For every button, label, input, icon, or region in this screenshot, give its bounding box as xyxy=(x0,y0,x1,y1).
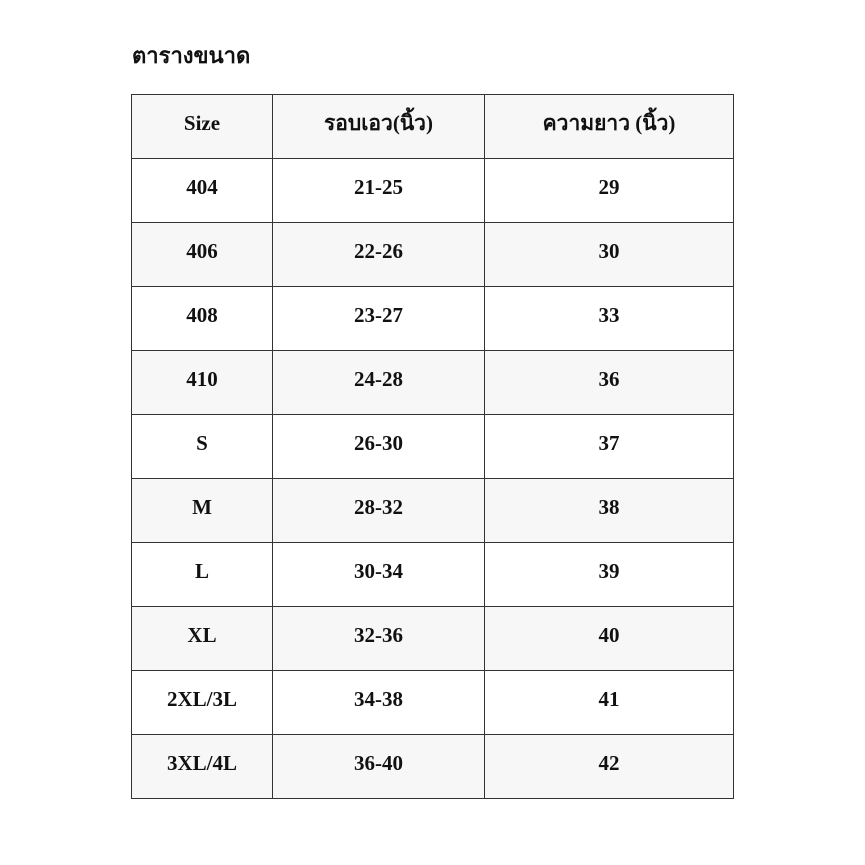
cell-waist: 23-27 xyxy=(273,287,485,351)
table-row xyxy=(132,607,734,671)
cell-size: 410 xyxy=(132,351,273,415)
cell-length: 30 xyxy=(485,223,734,287)
header-size: Size xyxy=(132,95,273,159)
cell-length: 29 xyxy=(485,159,734,223)
table-row xyxy=(132,543,734,607)
cell-waist: 21-25 xyxy=(273,159,485,223)
table-header-row xyxy=(132,95,734,159)
table-row xyxy=(132,159,734,223)
cell-waist: 28-32 xyxy=(273,479,485,543)
cell-length: 40 xyxy=(485,607,734,671)
table-row xyxy=(132,223,734,287)
cell-waist: 24-28 xyxy=(273,351,485,415)
cell-length: 41 xyxy=(485,671,734,735)
cell-length: 37 xyxy=(485,415,734,479)
cell-size: L xyxy=(132,543,273,607)
cell-size: 3XL/4L xyxy=(132,735,273,799)
cell-length: 39 xyxy=(485,543,734,607)
cell-size: 404 xyxy=(132,159,273,223)
table-row xyxy=(132,351,734,415)
cell-length: 38 xyxy=(485,479,734,543)
table-row xyxy=(132,415,734,479)
cell-waist: 32-36 xyxy=(273,607,485,671)
table-row xyxy=(132,671,734,735)
cell-waist: 22-26 xyxy=(273,223,485,287)
cell-waist: 36-40 xyxy=(273,735,485,799)
cell-size: 406 xyxy=(132,223,273,287)
cell-size: 2XL/3L xyxy=(132,671,273,735)
cell-size: XL xyxy=(132,607,273,671)
cell-length: 42 xyxy=(485,735,734,799)
cell-waist: 34-38 xyxy=(273,671,485,735)
cell-length: 36 xyxy=(485,351,734,415)
page-title: ตารางขนาด xyxy=(132,43,251,68)
table-row xyxy=(132,287,734,351)
header-length: ความยาว (นิ้ว) xyxy=(485,95,734,159)
table-row xyxy=(132,479,734,543)
cell-length: 33 xyxy=(485,287,734,351)
cell-size: 408 xyxy=(132,287,273,351)
table-row xyxy=(132,735,734,799)
header-waist: รอบเอว(นิ้ว) xyxy=(273,95,485,159)
cell-size: S xyxy=(132,415,273,479)
size-chart-table xyxy=(131,94,734,799)
cell-waist: 30-34 xyxy=(273,543,485,607)
cell-size: M xyxy=(132,479,273,543)
cell-waist: 26-30 xyxy=(273,415,485,479)
